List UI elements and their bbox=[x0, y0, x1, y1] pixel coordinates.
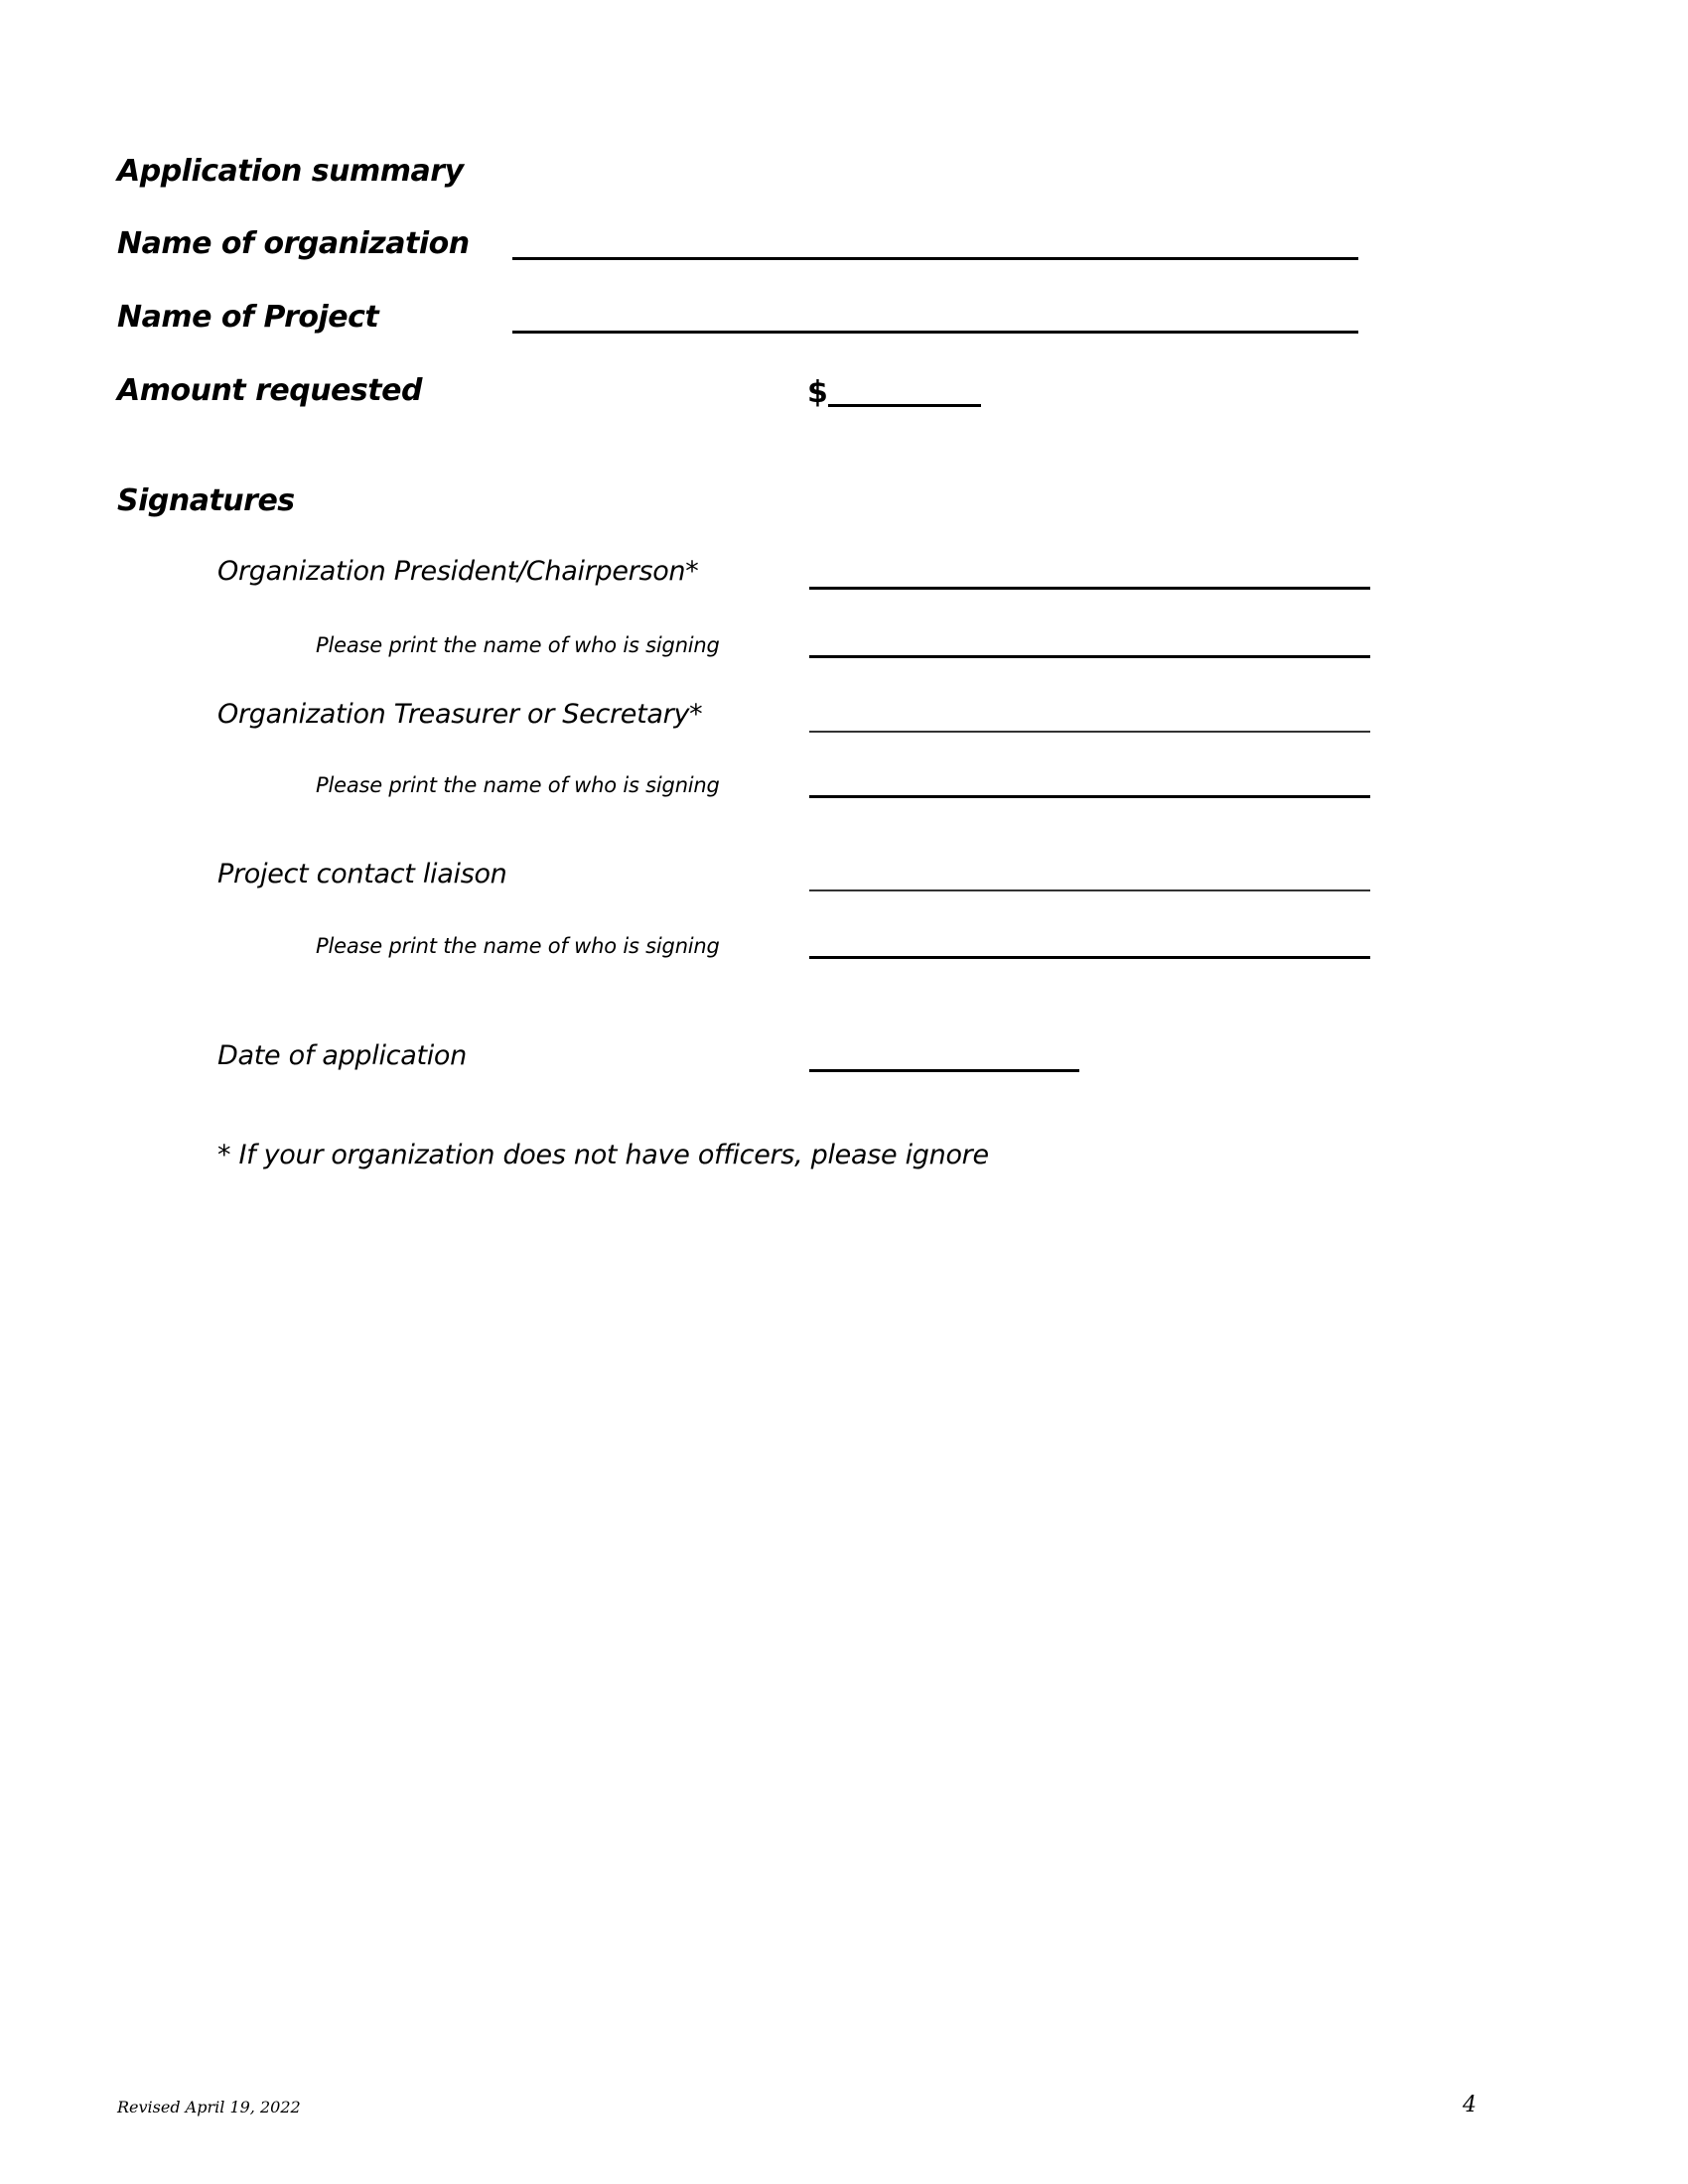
amount-label: Amount requested bbox=[117, 373, 422, 408]
org-name-label: Name of organization bbox=[117, 226, 470, 261]
date-field[interactable] bbox=[809, 1069, 1079, 1072]
summary-heading: Application summary bbox=[117, 154, 464, 189]
org-name-field[interactable] bbox=[512, 257, 1358, 260]
liaison-signature-label: Project contact liaison bbox=[217, 859, 507, 889]
print-name-field-2[interactable] bbox=[809, 795, 1370, 798]
amount-field[interactable] bbox=[828, 404, 981, 407]
president-signature-label: Organization President/Chairperson* bbox=[217, 556, 699, 587]
print-name-label-1: Please print the name of who is signing bbox=[316, 633, 720, 657]
revised-date: Revised April 19, 2022 bbox=[117, 2098, 301, 2116]
treasurer-signature-label: Organization Treasurer or Secretary* bbox=[217, 699, 703, 730]
print-name-field-3[interactable] bbox=[809, 956, 1370, 959]
signatures-heading: Signatures bbox=[117, 483, 295, 518]
project-name-label: Name of Project bbox=[117, 300, 379, 335]
liaison-signature-field[interactable] bbox=[809, 889, 1370, 891]
treasurer-signature-field[interactable] bbox=[809, 731, 1370, 733]
print-name-field-1[interactable] bbox=[809, 655, 1370, 658]
project-name-field[interactable] bbox=[512, 331, 1358, 334]
president-signature-field[interactable] bbox=[809, 587, 1370, 590]
currency-symbol: $ bbox=[807, 375, 828, 410]
date-label: Date of application bbox=[217, 1040, 467, 1071]
officers-footnote: * If your organization does not have officers, please ignore bbox=[217, 1140, 989, 1170]
page-number: 4 bbox=[1463, 2093, 1477, 2117]
print-name-label-2: Please print the name of who is signing bbox=[316, 773, 720, 797]
print-name-label-3: Please print the name of who is signing bbox=[316, 934, 720, 958]
